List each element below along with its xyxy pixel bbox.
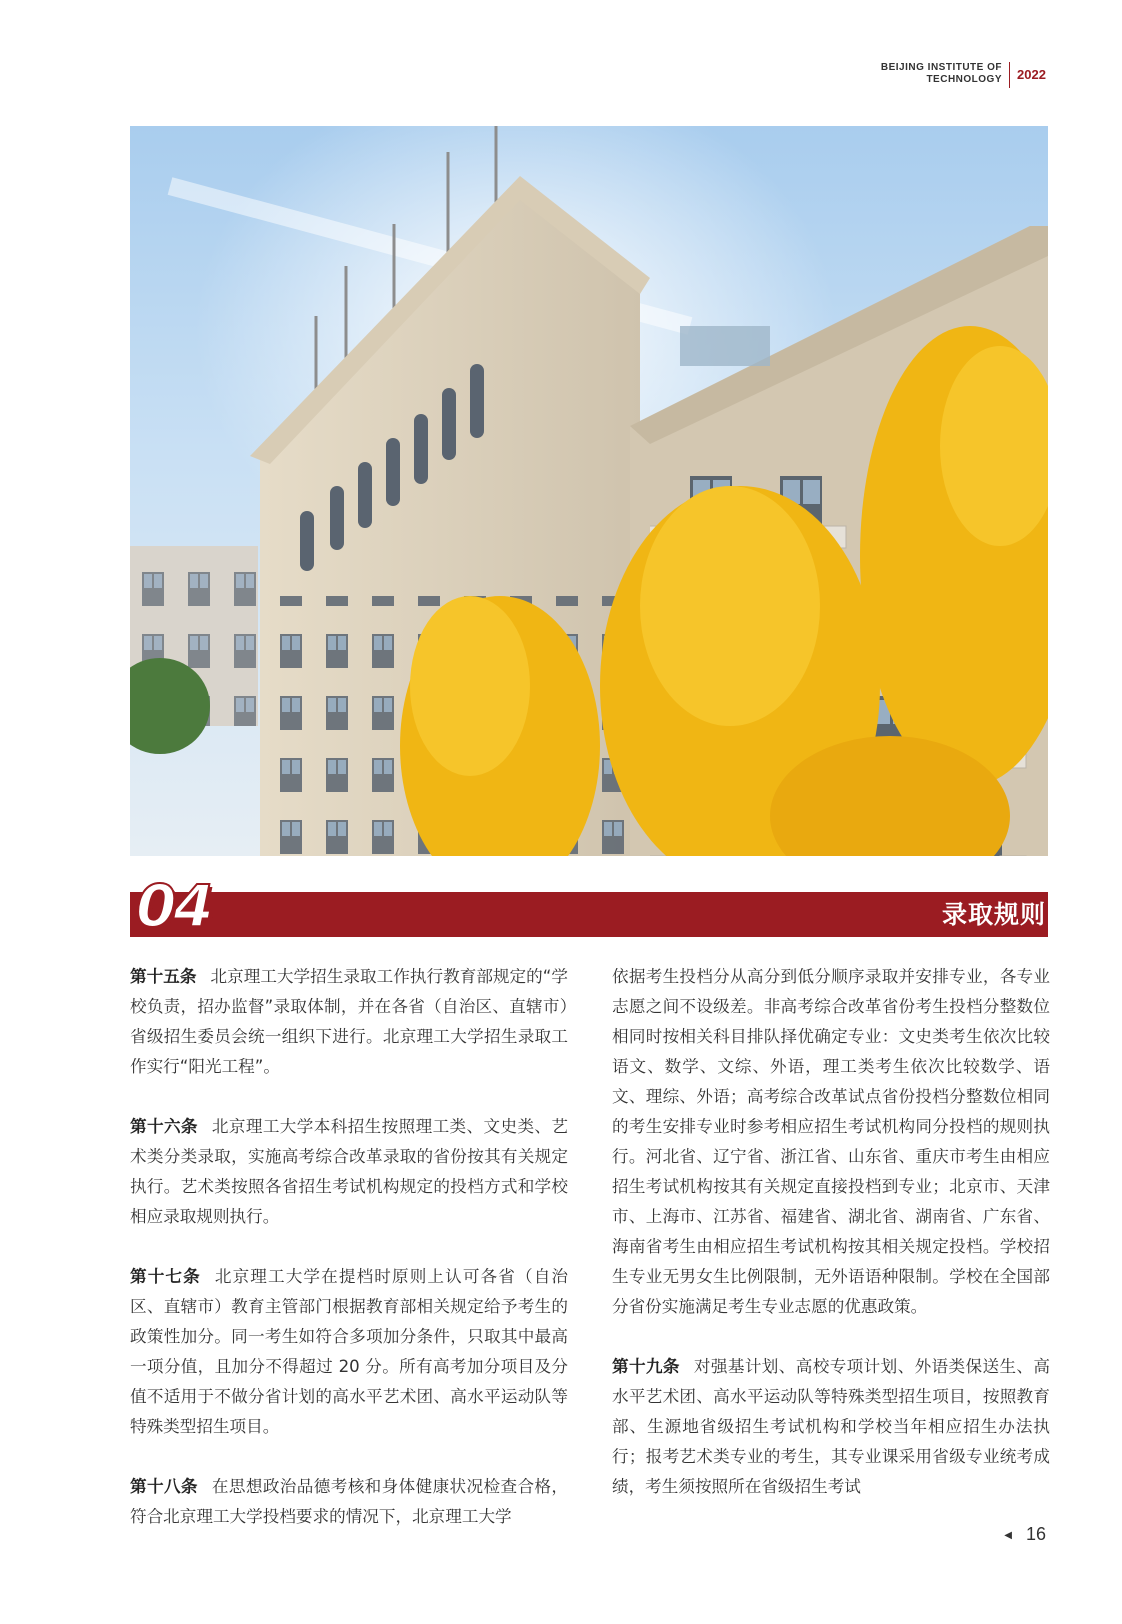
- right-column: [612, 962, 1050, 1532]
- article-text: 北京理工大学招生录取工作执行教育部规定的“学校负责，招办监督”录取体制，并在各省（自治区、直辖市）省级招生委员会统一组织下进行。北京理工大学招生录取工作实行“阳光工程”。: [130, 967, 568, 1076]
- header-divider: [1009, 62, 1010, 88]
- article-label: 第十六条: [130, 1117, 198, 1136]
- brand-line-2: TECHNOLOGY: [926, 74, 1002, 85]
- article-18-continuation: 依据考生投档分从高分到低分顺序录取并安排专业，各专业志愿之间不设级差。非高考综合改革省份考生投档分整数位相同时按相关科目排队择优确定专业：文史类考生依次比较语文、数学、文综、外语，理工类考生依次比较数学、语文、理综、外语；高考综合改革试点省份投档分整数位相同的考生安排专业时参考相应招生考试机构同分投档的规则执行。河北省、辽宁省、浙江省、山东省、重庆市考生由相应招生考试机构按其有关规定直接投档到专业；北京市、天津市、上海市、江苏省、福建省、湖北省、湖南省、广东省、海南省考生由相应招生考试机构按其相关规定投档。学校招生专业无男女生比例限制，无外语语种限制。学校在全国部分省份实施满足考生专业志愿的优惠政策。: [612, 967, 1050, 1316]
- brand-line-1: BEIJING INSTITUTE OF: [880, 62, 1002, 73]
- header-year: 2022: [1017, 67, 1046, 82]
- article-text: 北京理工大学在提档时原则上认可各省（自治区、直辖市）教育主管部门根据教育部相关规定给予考生的政策性加分。同一考生如符合多项加分条件，只取其中最高一项分值，且加分不得超过 20 分。所有高考加分项目及分值不适用于不做分省计划的高水平艺术团、高水平运动队等特殊类型招生项目。: [130, 1267, 569, 1436]
- left-column: [130, 962, 568, 1562]
- article-19: [612, 1352, 1050, 1502]
- article-label: 第十八条: [130, 1477, 198, 1496]
- article-label: 第十九条: [612, 1357, 680, 1376]
- section-number: 04: [136, 872, 211, 940]
- page-number: [1004, 1524, 1046, 1545]
- campus-building-photo: [130, 126, 1048, 856]
- article-17: [130, 1262, 568, 1442]
- article-text: 北京理工大学本科招生按照理工类、文史类、艺术类分类录取，实施高考综合改革录取的省份按其有关规定执行。艺术类按照各省招生考试机构规定的投档方式和学校相应录取规则执行。: [130, 1117, 569, 1226]
- article-text: 对强基计划、高校专项计划、外语类保送生、高水平艺术团、高水平运动队等特殊类型招生项目，按照教育部、生源地省级招生考试机构和学校当年相应招生办法执行；报考艺术类专业的考生，其专业课采用省级专业统考成绩，考生须按照所在省级招生考试: [612, 1357, 1051, 1496]
- article-18: [130, 1472, 568, 1532]
- header-brand: [881, 62, 1002, 86]
- article-15: [130, 962, 568, 1082]
- article-text: 在思想政治品德考核和身体健康状况检查合格，符合北京理工大学投档要求的情况下，北京理工大学: [130, 1477, 569, 1526]
- page-number-value: 16: [1025, 1524, 1046, 1544]
- article-label: 第十五条: [130, 967, 197, 986]
- article-16: [130, 1112, 568, 1232]
- triangle-left-icon: ◀: [1004, 1529, 1012, 1541]
- section-title: 录取规则: [941, 900, 1046, 929]
- section-heading-bar: [130, 892, 1048, 937]
- article-label: 第十七条: [130, 1267, 201, 1286]
